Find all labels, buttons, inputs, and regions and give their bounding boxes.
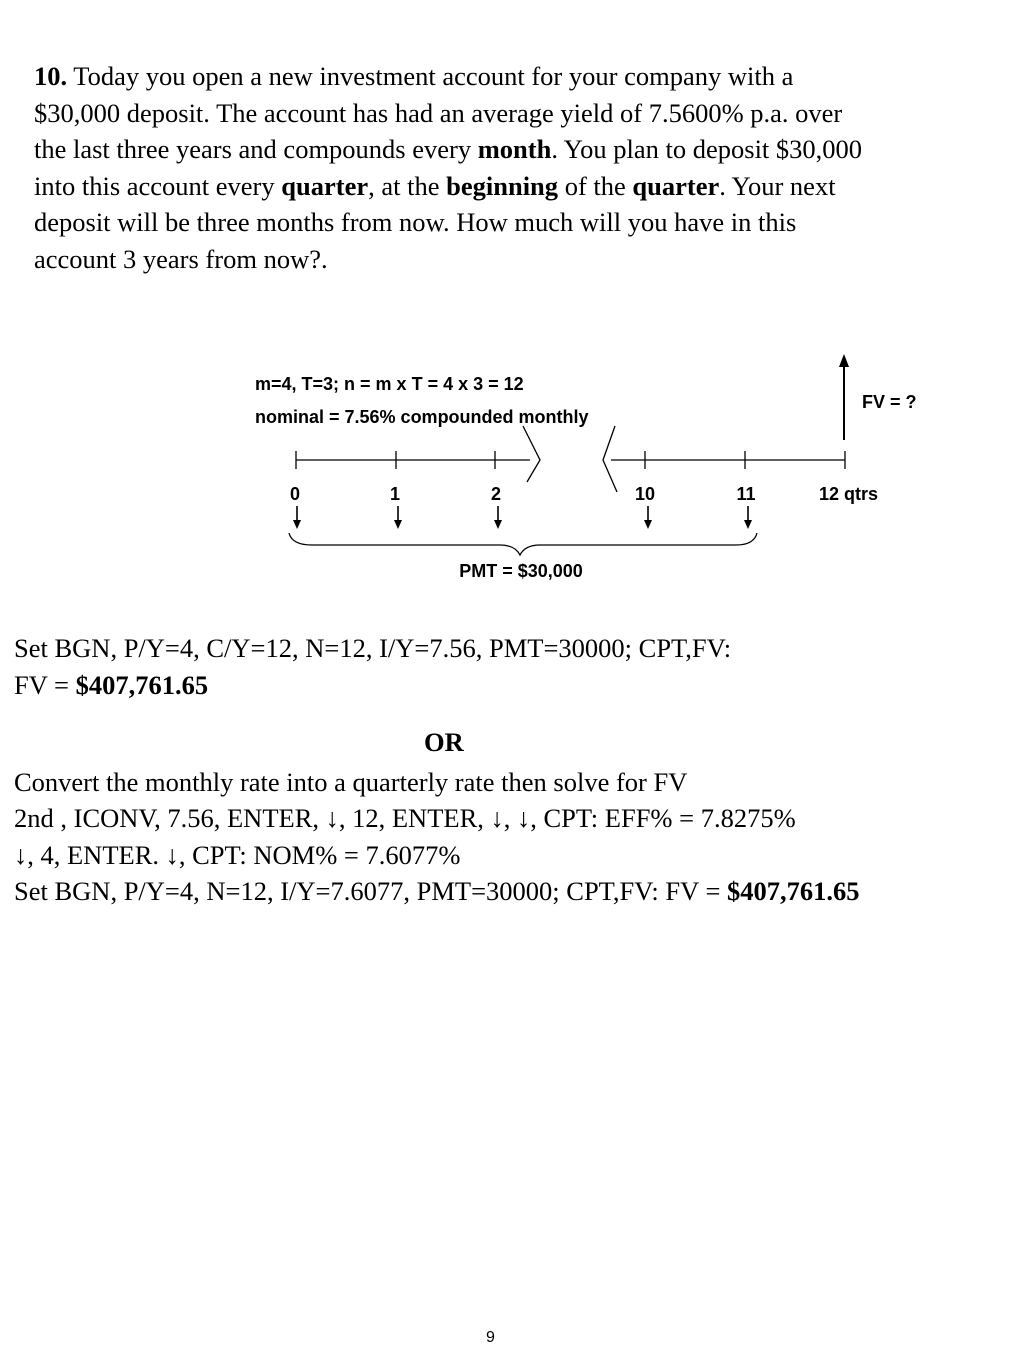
problem-line-4: into this account every quarter, at the beginning of the quarter. Your next (34, 170, 836, 201)
fv-arrow (839, 354, 849, 440)
timeline-note-rate: nominal = 7.56% compounded monthly (255, 407, 589, 427)
cash-flow-timeline (0, 330, 1024, 600)
tick-label-1: 1 (389, 484, 401, 504)
solution-line-6: Set BGN, P/Y=4, N=12, I/Y=7.6077, PMT=30000; CPT,FV: FV = $407,761.65 (14, 876, 860, 906)
problem-text (34, 58, 1009, 278)
solution-line-4: 2nd , ICONV, 7.56, ENTER, ↓, 12, ENTER, ↓, ↓, CPT: EFF% = 7.8275% (14, 803, 796, 833)
problem-line-3: the last three years and compounds every month. You plan to deposit $30,000 (34, 134, 863, 165)
fv-label: FV = ? (862, 392, 917, 412)
fv-result-alt: $407,761.65 (727, 876, 860, 906)
or-divider: OR (424, 727, 464, 757)
problem-line-2: $30,000 deposit. The account has had an average yield of 7.5600% p.a. over (34, 97, 843, 128)
timeline-note-periods: m=4, T=3; n = m x T = 4 x 3 = 12 (255, 374, 524, 394)
page-number: 9 (486, 1329, 495, 1346)
fv-result: $407,761.65 (75, 670, 209, 700)
solution-line-1: Set BGN, P/Y=4, C/Y=12, N=12, I/Y=7.56, PMT=30000; CPT,FV: (14, 633, 732, 663)
solution-line-2: FV = $407,761.65 (14, 670, 209, 700)
tick-label-0: 0 (289, 484, 301, 504)
payment-brace (289, 533, 757, 555)
solution-line-3: Convert the monthly rate into a quarterly rate then solve for FV (14, 767, 688, 797)
problem-number: 10. (34, 61, 68, 91)
tick-label-2: 2 (490, 484, 502, 504)
problem-line-6: account 3 years from now?. (34, 243, 328, 274)
pmt-label: PMT = $30,000 (459, 561, 583, 581)
tick-label-10: 10 (634, 484, 656, 504)
deposit-arrows (297, 506, 748, 522)
tick-label-11: 11 (736, 484, 756, 504)
solution-line-5: ↓, 4, ENTER. ↓, CPT: NOM% = 7.6077% (14, 840, 461, 870)
timeline-axis (296, 426, 845, 492)
problem-line-1: 10. Today you open a new investment account for your company with a (34, 61, 794, 91)
problem-line-5: deposit will be three months from now. How much will you have in this (34, 207, 797, 238)
tick-label-12-qtrs: 12 qtrs (819, 484, 879, 504)
